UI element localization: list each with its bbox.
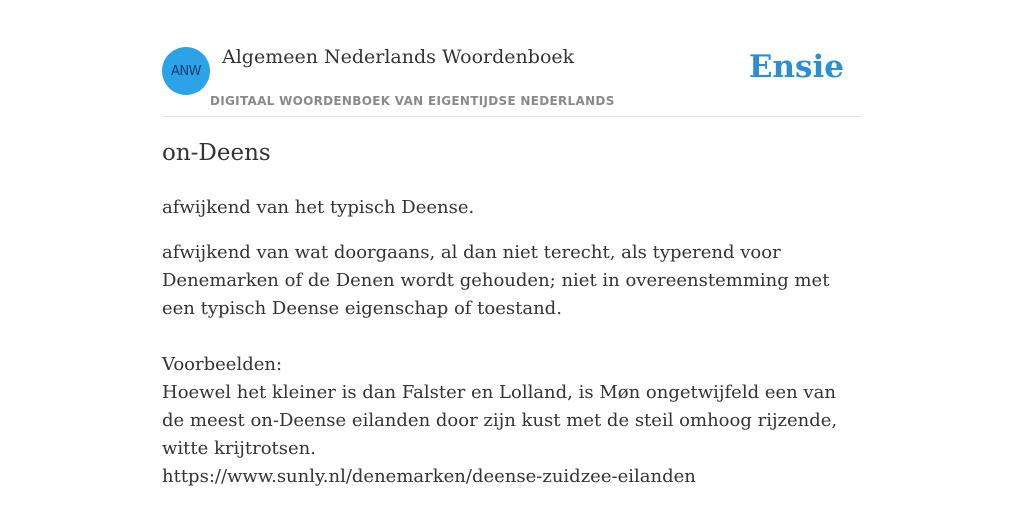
long-definition: afwijkend van wat doorgaans, al dan niet terecht, als typerend voor Denemarken of de Denen wordt gehouden; niet in overeenstemming met een typisch Deense eigenschap of toestand. bbox=[162, 242, 830, 319]
entry-card bbox=[162, 0, 862, 487]
short-definition: afwijkend van het typisch Deense. bbox=[162, 197, 475, 218]
examples-label: Voorbeelden: bbox=[162, 354, 283, 375]
definition-body bbox=[162, 239, 862, 491]
spacer bbox=[162, 323, 862, 351]
site-title[interactable]: Algemeen Nederlands Woordenboek bbox=[222, 46, 575, 68]
site-subtitle: DIGITAAL WOORDENBOEK VAN EIGENTIJDSE NEDERLANDS bbox=[210, 94, 615, 108]
example-text: Hoewel het kleiner is dan Falster en Lolland, is Møn ongetwijfeld een van de meest on-Deense eilanden door zijn kust met de steil omhoog rijzende, witte krijtrotsen. bbox=[162, 382, 838, 459]
site-header bbox=[162, 0, 862, 117]
example-source-link[interactable]: https://www.sunly.nl/denemarken/deense-zuidzee-eilanden bbox=[162, 466, 696, 487]
anw-logo[interactable]: ANW bbox=[162, 47, 210, 95]
ensie-brand-logo[interactable]: Ensie bbox=[748, 49, 844, 85]
headword: on-Deens bbox=[162, 140, 271, 166]
